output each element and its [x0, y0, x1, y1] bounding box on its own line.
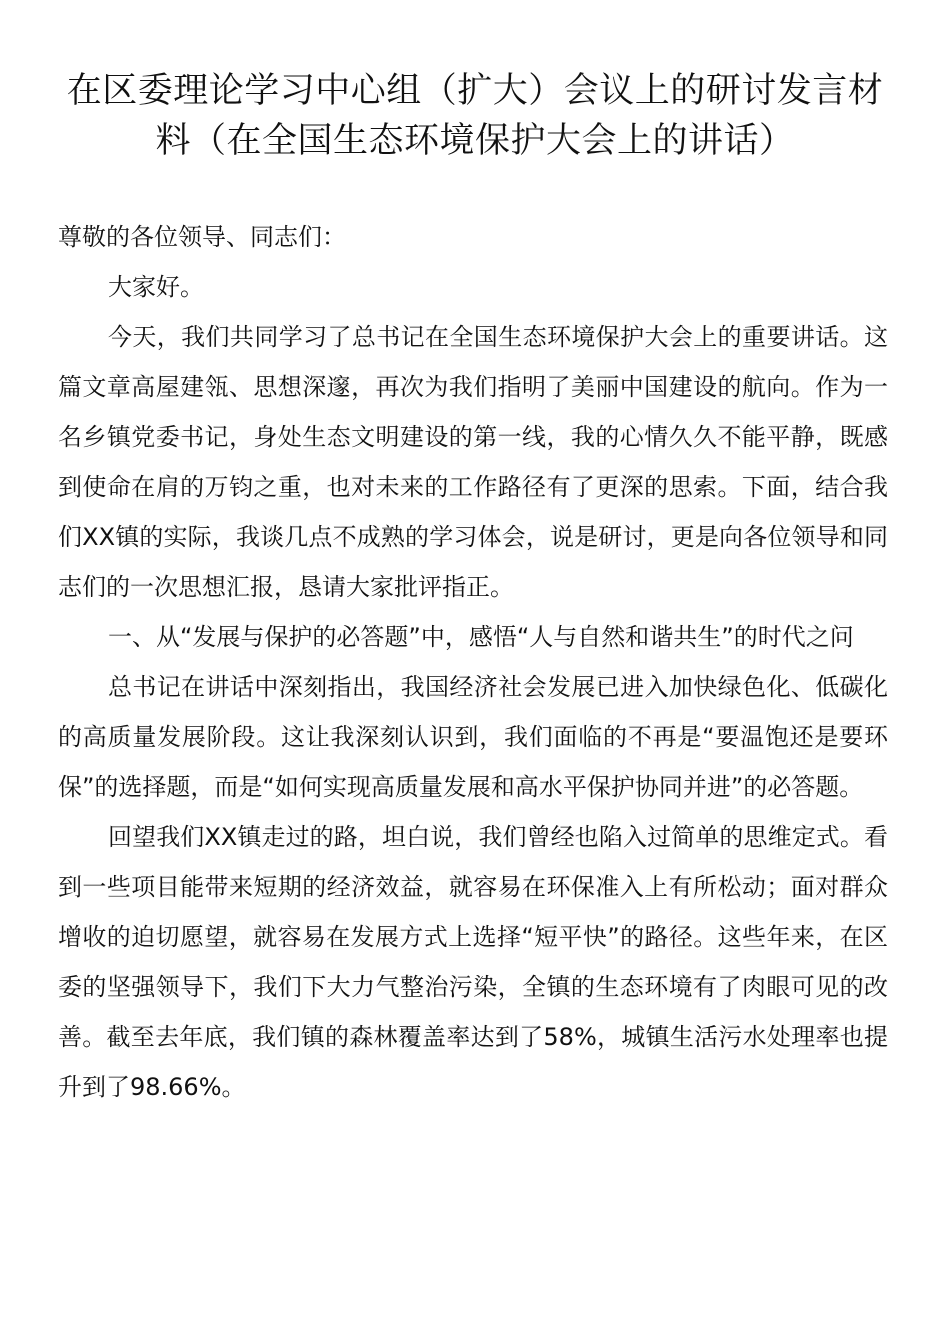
- paragraph-introduction: 今天，我们共同学习了总书记在全国生态环境保护大会上的重要讲话。这篇文章高屋建瓴、思想深邃，再次为我们指明了美丽中国建设的航向。作为一名乡镇党委书记，身处生态文明建设的第一线，我的心情久久不能平静，既感到使命在肩的万钧之重，也对未来的工作路径有了更深的思索。下面，结合我们XX镇的实际，我谈几点不成熟的学习体会，说是研讨，更是向各位领导和同志们的一次思想汇报，恳请大家批评指正。: [58, 323, 888, 601]
- document-title: 在区委理论学习中心组（扩大）会议上的研讨发言材料（在全国生态环境保护大会上的讲话）: [66, 71, 884, 161]
- document-body: [58, 212, 888, 1112]
- paragraph-section-1b: 回望我们XX镇走过的路，坦白说，我们曾经也陷入过简单的思维定式。看到一些项目能带来短期的经济效益，就容易在环保准入上有所松动；面对群众增收的迫切愿望，就容易在发展方式上选择“短平快”的路径。这些年来，在区委的坚强领导下，我们下大力气整治污染，全镇的生态环境有了肉眼可见的改善。截至去年底，我们镇的森林覆盖率达到了58%，城镇生活污水处理率也提升到了98.66%。: [58, 823, 888, 1101]
- paragraph-greeting: 大家好。: [108, 273, 204, 301]
- section-heading-1: 一、从“发展与保护的必答题”中，感悟“人与自然和谐共生”的时代之问: [108, 623, 854, 651]
- paragraph-section-1a: 总书记在讲话中深刻指出，我国经济社会发展已进入加快绿色化、低碳化的高质量发展阶段。这让我深刻认识到，我们面临的不再是“要温饱还是要环保”的选择题，而是“如何实现高质量发展和高水平保护协同并进”的必答题。: [58, 673, 888, 801]
- salutation: 尊敬的各位领导、同志们：: [58, 223, 346, 251]
